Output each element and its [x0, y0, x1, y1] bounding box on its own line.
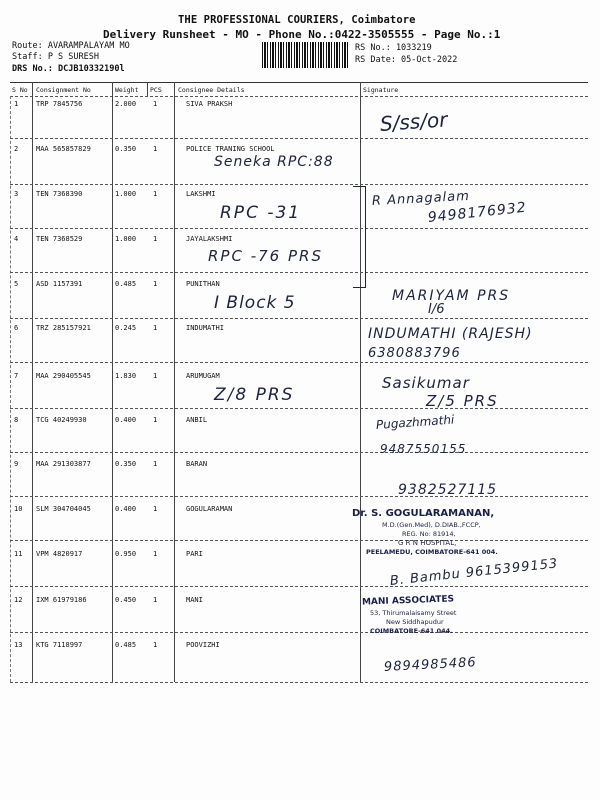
- row-sno: 9: [14, 460, 19, 468]
- row-separator: [10, 362, 588, 363]
- row-sno: 13: [14, 641, 23, 649]
- row-pcs: 1: [153, 190, 158, 198]
- signature-note: Z/5 PRS: [426, 392, 499, 410]
- rs-number: RS No.: 1033219: [355, 43, 432, 53]
- row-weight: 0.350: [115, 460, 137, 468]
- company-title: THE PROFESSIONAL COURIERS, Coimbatore: [178, 14, 416, 26]
- row-sno: 6: [14, 324, 19, 332]
- handwritten-note: RPC -76 PRS: [208, 247, 323, 265]
- signature: Pugazhmathi: [375, 412, 455, 432]
- col-consignee-header: Consignee Details: [178, 86, 245, 94]
- row-consignee: SIVA PRAKSH: [186, 100, 233, 108]
- row-sno: 4: [14, 235, 19, 243]
- row-consignment: TEN 7368529: [36, 235, 83, 243]
- col-divider: [174, 82, 175, 682]
- runsheet-title: Delivery Runsheet - MO - Phone No.:0422-3505555 - Page No.:1: [103, 28, 501, 41]
- stamp-line: Dr. S. GOGULARAMANAN,: [352, 508, 495, 519]
- stamp-line: MANI ASSOCIATES: [361, 594, 455, 608]
- col-divider: [32, 82, 33, 682]
- row-separator: [10, 632, 588, 633]
- stamp-line: REG. No: 81914,: [402, 530, 456, 538]
- row-consignee: LAKSHMI: [186, 190, 216, 198]
- row-consignment: TRZ 285157921: [36, 324, 91, 332]
- handwritten-note: Seneka RPC:88: [214, 154, 334, 170]
- signature: Sasikumar: [382, 374, 470, 392]
- signature-phone: 9487550155: [380, 442, 467, 456]
- row-separator: [10, 184, 588, 185]
- row-pcs: 1: [153, 324, 158, 332]
- row-consignee: MANI: [186, 596, 203, 604]
- row-weight: 0.485: [115, 641, 137, 649]
- route-label: Route: AVARAMPALAYAM MO: [12, 41, 130, 51]
- stamp-line: COIMBATORE-641 044.: [370, 627, 453, 635]
- row-consignee: POOVIZHI: [186, 641, 220, 649]
- row-consignee: PARI: [186, 550, 203, 558]
- signature: R Annagalam: [371, 188, 471, 209]
- row-separator: [10, 452, 588, 453]
- row-weight: 1.830: [115, 372, 137, 380]
- row-consignment: MAA 290405545: [36, 372, 91, 380]
- row-pcs: 1: [153, 100, 158, 108]
- col-consignment-header: Consignment No: [36, 86, 91, 94]
- row-weight: 0.450: [115, 596, 137, 604]
- row-consignee: POLICE TRANING SCHOOL: [186, 145, 275, 153]
- row-pcs: 1: [153, 460, 158, 468]
- stamp-line: 53, Thirumalaisamy Street: [370, 609, 457, 617]
- drs-number: DRS No.: DCJB10332190l: [12, 64, 125, 74]
- row-pcs: 1: [153, 596, 158, 604]
- row-weight: 0.400: [115, 505, 137, 513]
- handwritten-bracket: [353, 186, 366, 288]
- row-sno: 2: [14, 145, 19, 153]
- handwritten-note: RPC -31: [220, 203, 302, 223]
- row-weight: 0.400: [115, 416, 137, 424]
- stamp-line: PEELAMEDU, COIMBATORE-641 004.: [366, 548, 498, 556]
- staff-label: Staff: P S SURESH: [12, 52, 99, 62]
- row-weight: 1.000: [115, 190, 137, 198]
- row-consignee: PUNITHAN: [186, 280, 220, 288]
- handwritten-note: Z/8 PRS: [214, 385, 295, 405]
- row-separator: [10, 138, 588, 139]
- signature-phone: 6380883796: [368, 346, 461, 361]
- row-consignment: IXM 61979186: [36, 596, 87, 604]
- row-weight: 1.000: [115, 235, 137, 243]
- row-consignee: BARAN: [186, 460, 208, 468]
- row-pcs: 1: [153, 145, 158, 153]
- barcode: [262, 42, 350, 68]
- row-sno: 3: [14, 190, 19, 198]
- row-consignment: MAA 291303877: [36, 460, 91, 468]
- handwritten-note: I Block 5: [214, 293, 296, 313]
- row-sno: 7: [14, 372, 19, 380]
- stamp-line: M.D.(Gen.Med), D.DIAB.,FCCP,: [382, 521, 481, 529]
- row-weight: 0.485: [115, 280, 137, 288]
- signature: B. Bambu 9615399153: [389, 556, 559, 589]
- table-top-rule: [10, 82, 588, 83]
- row-consignee: INDUMATHI: [186, 324, 224, 332]
- row-separator: [10, 272, 588, 273]
- row-sno: 5: [14, 280, 19, 288]
- row-sno: 8: [14, 416, 19, 424]
- signature: INDUMATHI (RAJESH): [368, 326, 533, 342]
- row-pcs: 1: [153, 235, 158, 243]
- col-weight-header: Weight: [115, 86, 139, 94]
- signature-phone: 9498176932: [427, 199, 528, 226]
- row-consignment: ASD 1157391: [36, 280, 83, 288]
- row-weight: 0.950: [115, 550, 137, 558]
- col-pcs-header: PCS: [150, 86, 162, 94]
- col-divider: [360, 82, 361, 682]
- rs-date: RS Date: 05-Oct-2022: [355, 55, 458, 65]
- row-consignment: SLM 304704045: [36, 505, 91, 513]
- row-weight: 0.350: [115, 145, 137, 153]
- row-separator: [10, 586, 588, 587]
- header-rule: [10, 96, 588, 97]
- row-sno: 11: [14, 550, 23, 558]
- row-consignment: TRP 7845756: [36, 100, 83, 108]
- signature: S/ss/or: [379, 107, 449, 136]
- row-pcs: 1: [153, 550, 158, 558]
- signature: MARIYAM PRS: [392, 288, 511, 304]
- row-consignee: ANBIL: [186, 416, 208, 424]
- row-pcs: 1: [153, 416, 158, 424]
- row-consignment: KTG 7118997: [36, 641, 83, 649]
- row-separator: [10, 228, 588, 229]
- row-sno: 12: [14, 596, 23, 604]
- row-consignee: GOGULARAMAN: [186, 505, 233, 513]
- row-consignment: VPM 4820917: [36, 550, 83, 558]
- row-pcs: 1: [153, 641, 158, 649]
- signature-note: I/6: [428, 302, 445, 317]
- row-consignee: ARUMUGAM: [186, 372, 220, 380]
- row-separator: [10, 318, 588, 319]
- row-separator: [10, 682, 588, 683]
- row-weight: 0.245: [115, 324, 137, 332]
- col-signature-header: Signature: [363, 86, 399, 94]
- row-separator: [10, 408, 588, 409]
- row-pcs: 1: [153, 280, 158, 288]
- row-separator: [10, 496, 588, 497]
- signature-phone: 9894985486: [383, 655, 477, 675]
- row-consignment: MAA 565857829: [36, 145, 91, 153]
- col-sno-header: S No: [12, 86, 28, 94]
- row-pcs: 1: [153, 505, 158, 513]
- stamp-line: G R N HOSPITAL,: [398, 539, 457, 547]
- row-sno: 10: [14, 505, 23, 513]
- row-consignee: JAYALAKSHMI: [186, 235, 233, 243]
- row-consignment: TCG 40249930: [36, 416, 87, 424]
- signature-phone: 9382527115: [398, 482, 498, 498]
- row-weight: 2.000: [115, 100, 137, 108]
- row-sno: 1: [14, 100, 19, 108]
- stamp-line: New Siddhapudur: [386, 618, 444, 626]
- col-divider: [112, 82, 113, 682]
- row-separator: [10, 540, 588, 541]
- row-pcs: 1: [153, 372, 158, 380]
- col-divider: [147, 82, 148, 96]
- row-consignment: TEN 7368390: [36, 190, 83, 198]
